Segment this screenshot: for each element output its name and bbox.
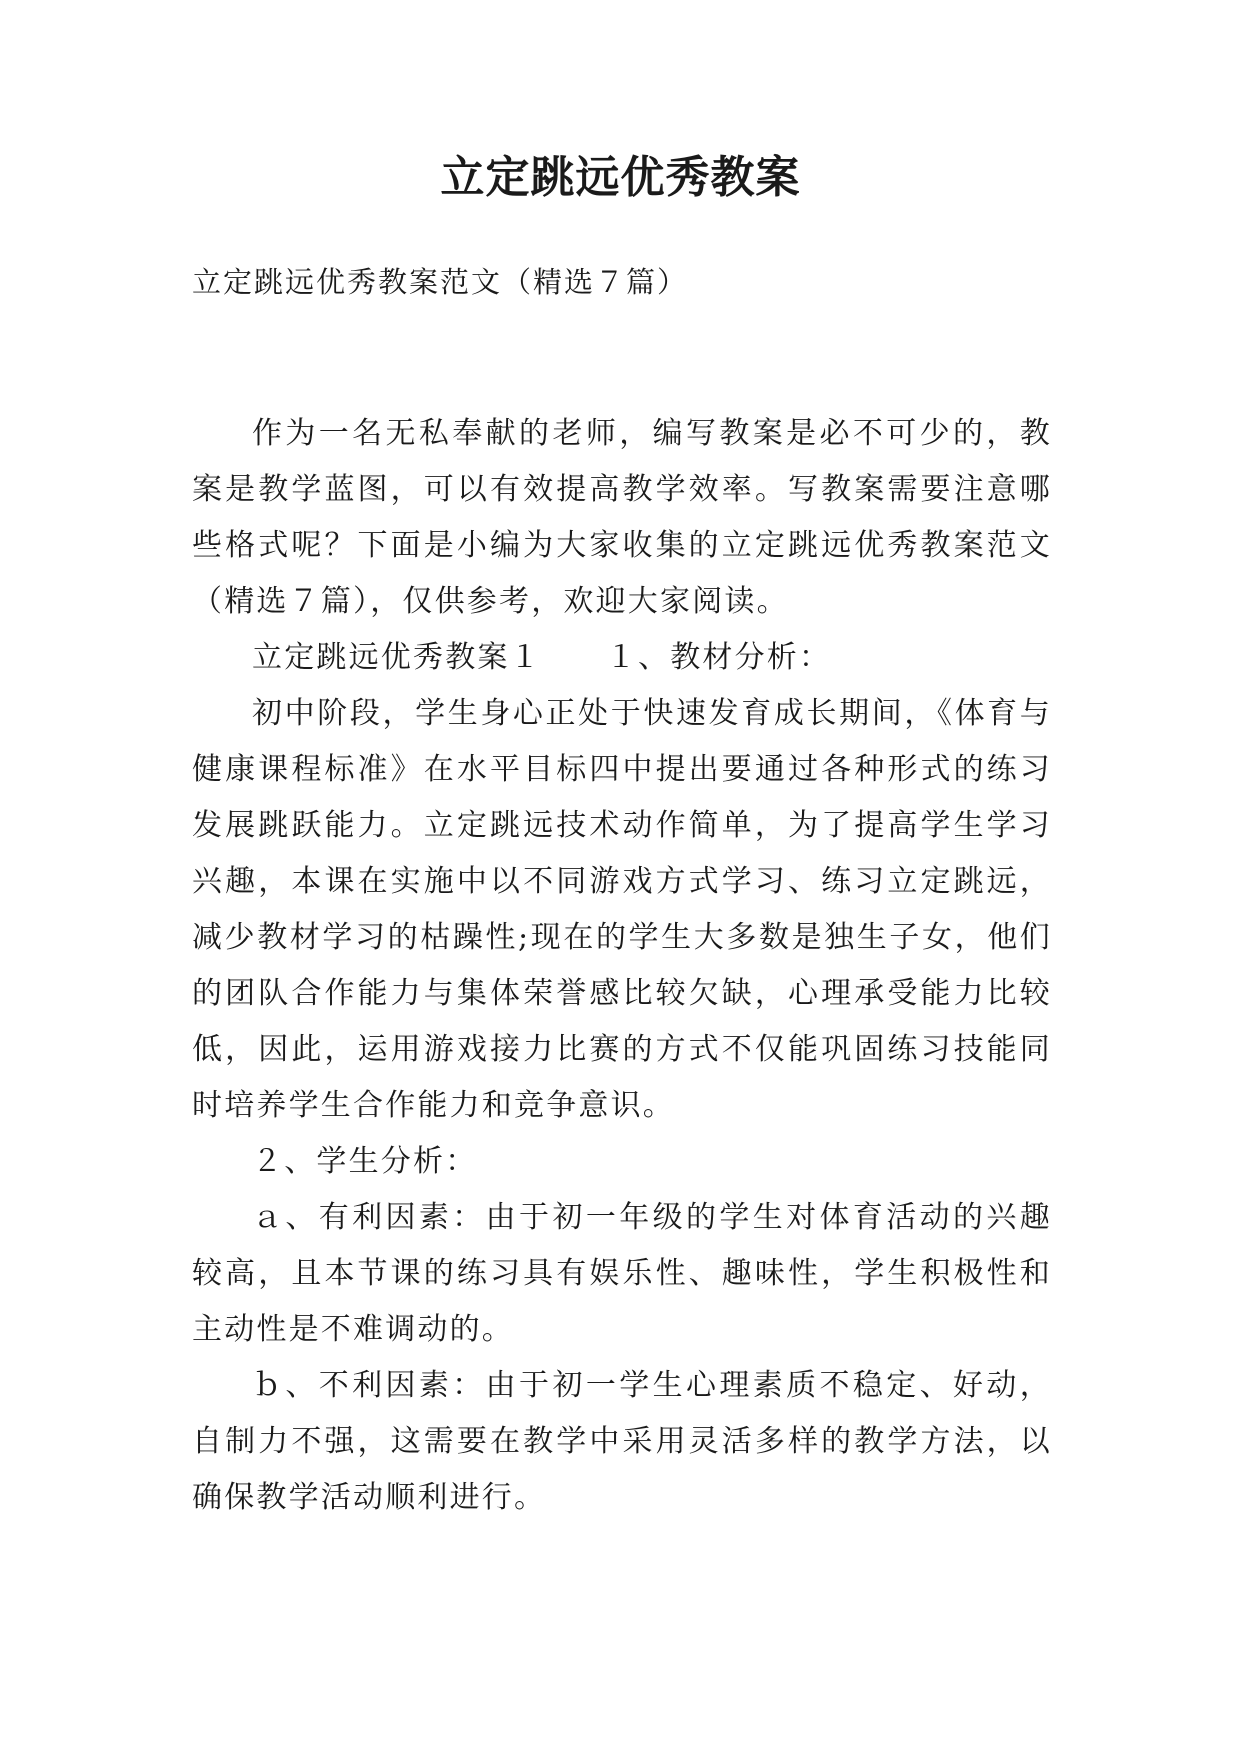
section-title: 立定跳远优秀教案１ bbox=[252, 640, 542, 675]
student-analysis-heading: ２、学生分析： bbox=[252, 1144, 478, 1179]
favorable-factors-paragraph: ａ、有利因素：由于初一年级的学生对体育活动的兴趣较高，且本节课的练习具有娱乐性、趣味性，学生积极性和主动性是不难调动的。 bbox=[192, 1200, 1052, 1347]
document-body bbox=[192, 406, 1052, 1526]
textbook-analysis-paragraph: 初中阶段，学生身心正处于快速发育成长期间，《体育与健康课程标准》在水平目标四中提出要通过各种形式的练习发展跳跃能力。立定跳远技术动作简单，为了提高学生学习兴趣，本课在实施中以不同游戏方式学习、练习立定跳远，减少教材学习的枯躁性;现在的学生大多数是独生子女，他们的团队合作能力与集体荣誉感比较欠缺，心理承受能力比较低，因此，运用游戏接力比赛的方式不仅能巩固练习技能同时培养学生合作能力和竞争意识。 bbox=[192, 696, 1052, 1123]
document-subtitle: 立定跳远优秀教案范文（精选７篇） bbox=[192, 265, 689, 299]
section-heading-line bbox=[192, 630, 1052, 686]
unfavorable-factors-paragraph: ｂ、不利因素：由于初一学生心理素质不稳定、好动，自制力不强，这需要在教学中采用灵活多样的教学方法，以确保教学活动顺利进行。 bbox=[192, 1368, 1052, 1515]
intro-paragraph: 作为一名无私奉献的老师，编写教案是必不可少的，教案是教学蓝图，可以有效提高教学效率。写教案需要注意哪些格式呢？下面是小编为大家收集的立定跳远优秀教案范文（精选７篇），仅供参考，欢迎大家阅读。 bbox=[192, 416, 1052, 619]
document-title: 立定跳远优秀教案 bbox=[440, 152, 801, 203]
section-item-heading: １、教材分析： bbox=[605, 640, 832, 675]
